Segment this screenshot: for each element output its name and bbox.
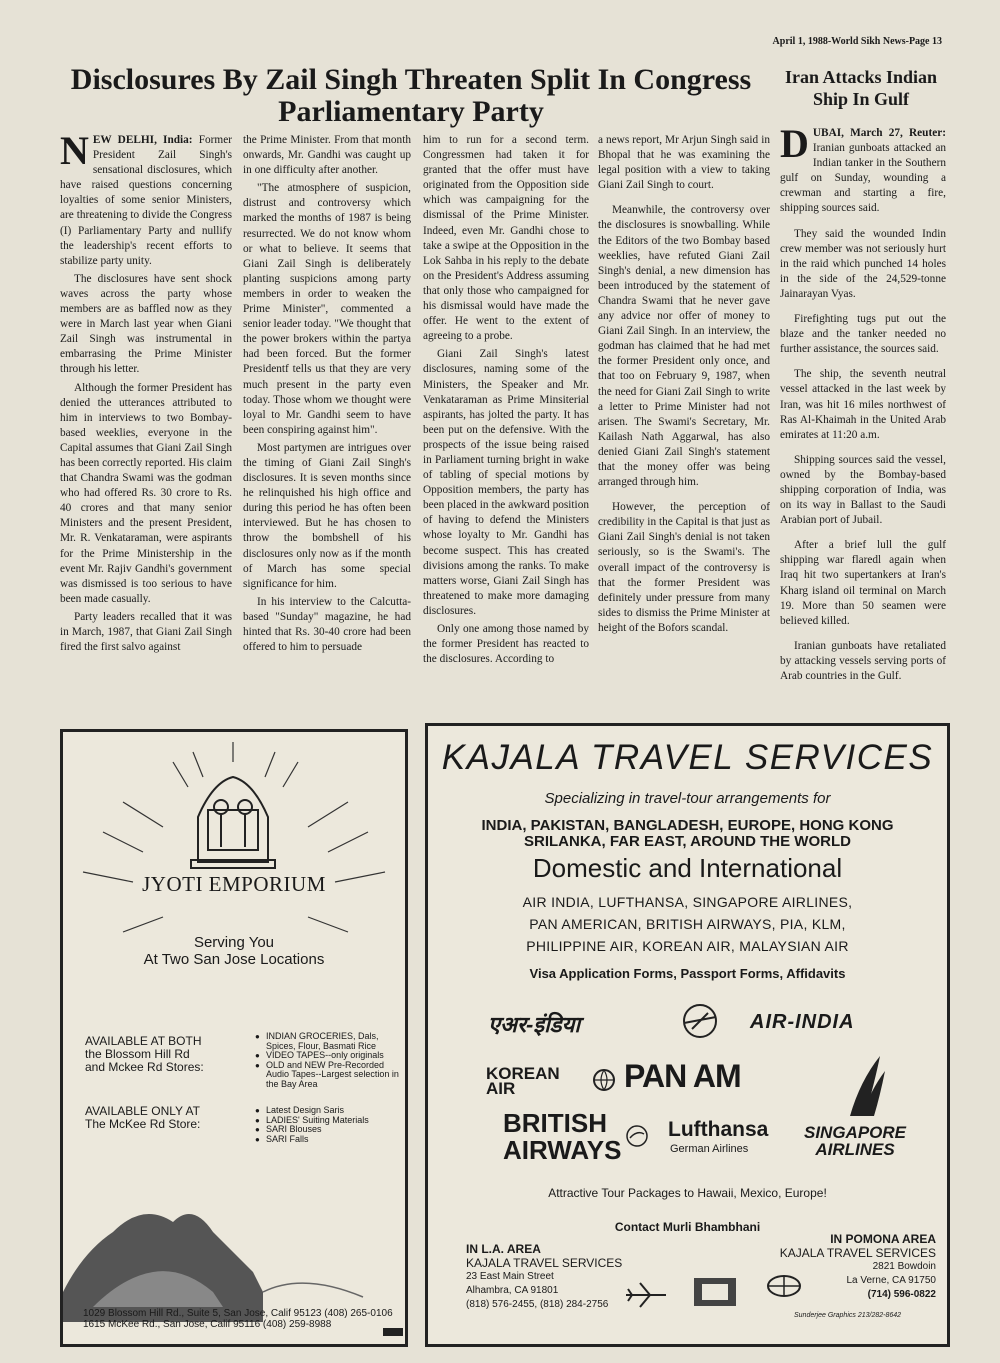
pomona-area-block bbox=[764, 1232, 936, 1302]
pomona-line: 2821 Bowdoin bbox=[872, 1261, 936, 1272]
mckee-heading bbox=[85, 1105, 245, 1131]
destinations-line: SRILANKA, FAR EAST, AROUND THE WORLD bbox=[524, 833, 851, 850]
la-line: (818) 576-2455, (818) 284-2756 bbox=[466, 1299, 609, 1310]
jyoti-title: JYOTI EMPORIUM bbox=[142, 872, 326, 896]
pomona-line: La Verne, CA 91750 bbox=[846, 1275, 936, 1286]
dropcap: N bbox=[60, 133, 89, 173]
mckee-list bbox=[255, 1106, 405, 1144]
lufthansa-logo: Lufthansa bbox=[668, 1118, 769, 1141]
article-paragraph: a news report, Mr Arjun Singh said in Bhopal that he was examining the legal position with a view to taking Giani Zail Singh to court. bbox=[598, 134, 770, 192]
singapore-bird-icon bbox=[840, 1051, 890, 1121]
pomona-line: KAJALA TRAVEL SERVICES bbox=[779, 1246, 936, 1260]
list-item: ● VIDEO TAPES--only originals bbox=[255, 1051, 405, 1061]
serving-line-2: At Two San Jose Locations bbox=[143, 951, 325, 968]
heading-line: the Blossom Hill Rd bbox=[85, 1047, 190, 1061]
jyoti-emporium-ad bbox=[60, 729, 408, 1347]
kajala-tour: Attractive Tour Packages to Hawaii, Mexico, Europe! bbox=[548, 1186, 827, 1200]
list-item: ● Latest Design Saris bbox=[255, 1106, 405, 1116]
korean-line: AIR bbox=[486, 1079, 516, 1098]
kajala-domestic: Domestic and International bbox=[532, 853, 843, 883]
la-line: 23 East Main Street bbox=[466, 1271, 554, 1282]
article-paragraph: Meanwhile, the controversy over the disclosures is snowballing. While the Editors of the two Bombay based weeklies, have refuted Giani Zail Singh's denial, a new dimension has been introduced by the statement of Chandra Swami that he never gave any advice nor offer of money to Giani Zail Singh. In an interview, the godman has claimed that he had met the former President only once, and that too on February 9, 1987, when the need for Giani Zail Singh to write a letter to Prime Minister had not arisen. The Swami's Secretary, Mr. Kailash Nath Aggarwal, has also denied Giani Zail Singh's statement that the money offer was being arranged through him. bbox=[598, 204, 770, 489]
main-headline: Disclosures By Zail Singh Threaten Split In Congress Parliamentary Party bbox=[70, 63, 752, 128]
airlines-line: PHILIPPINE AIR, KOREAN AIR, MALAYSIAN AIR bbox=[526, 938, 849, 954]
article-paragraph: The disclosures have sent shock waves across the party whose members are as baffled now as they were in March last year when Giani Zail Singh was instrumental in embarrasing the Prime Minister through his letter. bbox=[60, 272, 232, 376]
article-paragraph: Although the former President has denied the utterances attributed to him in interviews to two Bombay-based weeklies, everyone in the Capital assumes that Giani Zail Singh has been correctly reported. His claim that Chandra Swami was the godman who had offered Rs. 30 crore to Rs. 40 crores and that many senior Ministers and the present President, Mr. R. Venkataraman, were aspirants for the Prime Ministership in the event Mr. Rajiv Gandhi's government was dismissed is too serious to have been made casually. bbox=[60, 381, 232, 605]
lufthansa-sub: German Airlines bbox=[670, 1143, 749, 1155]
article-paragraph: Party leaders recalled that it was in March, 1987, that Giani Zail Singh fired the first salvo against bbox=[60, 610, 232, 654]
jyoti-addresses bbox=[83, 1308, 393, 1330]
kajala-visa: Visa Application Forms, Passport Forms, Affidavits bbox=[529, 966, 846, 981]
article-column-1 bbox=[60, 133, 232, 718]
both-stores-heading bbox=[85, 1035, 245, 1074]
article-column-4 bbox=[598, 133, 770, 718]
list-item: ● OLD and NEW Pre-Recorded Audio Tapes--Largest selection in the Bay Area bbox=[255, 1061, 405, 1090]
la-area-block bbox=[466, 1242, 622, 1312]
lufthansa-crane-icon bbox=[625, 1124, 649, 1148]
article-paragraph: him to run for a second term. Congressmen had taken it for granted that the offer must have originated from the Opposition side which was campaigning for the dismissal of the Prime Minister. Indeed, even Mr. Gandhi chose to take a swipe at the Opposition in the Lok Sahba in his reply to the debate on the President's Address assuming that only those who campaigned for his dismissal would have made the offer. He went to the extent of agreeing to a probe. bbox=[423, 134, 589, 343]
heading-line: and Mckee Rd Stores: bbox=[85, 1060, 204, 1074]
article-paragraph: Only one among those named by the former President has reacted to the disclosures. According to bbox=[423, 623, 589, 666]
british-airways-logo bbox=[503, 1110, 622, 1164]
article-paragraph: Shipping sources said the vessel, owned by the Bombay-based shipping corporation of India, was on its way in Ballast to the Saudi Arabian port of Jubail. bbox=[780, 453, 946, 527]
article-paragraph: "The atmosphere of suspicion, distrust and controversy which marked the months of 1987 is being resurrected. We do not know whom or what to believe. It seems that Giani Zail Singh is deliberately planting suspicions among party members in order to weaken the Prime Minister", commented a senior leader today. "We thought that the power brokers within the partya had been forced. But the former Presidentf tells us that they are very much present in the party even today. Those whom we thought were loyal to Mr. Gandhi seem to have been conspiring against him". bbox=[243, 182, 411, 436]
article-column-2 bbox=[243, 133, 411, 718]
kajala-subtitle: Specializing in travel-tour arrangements for bbox=[544, 790, 831, 807]
serving-line-1: Serving You bbox=[193, 934, 275, 951]
article-paragraph: Most partymen are intrigues over the timing of Giani Zail Singh's disclosures. It is seven months since he relinquished his high office and during this period he has often been interviewed. But he has chosen to throw the bombshell of his disclosures only now as if the month of March has some special significance for him. bbox=[243, 441, 411, 590]
article-paragraph: Former President Zail Singh's sensational disclosures, which have raised questions concerning loyalties of some senior Ministers, are threatening to divide the Congress (I) Parliamentary Party and nullify the leadership's recent efforts to stabilize party unity. bbox=[60, 134, 232, 267]
pan-am-logo: PAN AM bbox=[624, 1058, 741, 1094]
la-line: KAJALA TRAVEL SERVICES bbox=[466, 1256, 623, 1270]
airlines-line: AIR INDIA, LUFTHANSA, SINGAPORE AIRLINES, bbox=[522, 894, 853, 910]
kajala-airlines bbox=[428, 891, 947, 957]
korean-air-logo bbox=[486, 1066, 560, 1096]
article-paragraph: the Prime Minister. From that month onwards, Mr. Gandhi was caught up in one difficulty after another. bbox=[243, 134, 411, 177]
side-headline: Iran Attacks Indian Ship In Gulf bbox=[784, 67, 938, 109]
article-paragraph: In his interview to the Calcutta-based "Sunday" magazine, he had hinted that Rs. 30-40 crore had been offered to him to persuade bbox=[243, 595, 411, 654]
kajala-contact: Contact Murli Bhambhani bbox=[614, 1220, 761, 1234]
kajala-destinations bbox=[428, 818, 947, 850]
pomona-heading: IN POMONA AREA bbox=[830, 1232, 936, 1246]
destinations-line: INDIA, PAKISTAN, BANGLADESH, EUROPE, HONG KONG bbox=[481, 817, 894, 834]
british-line: AIRWAYS bbox=[503, 1135, 622, 1165]
article-column-3 bbox=[423, 133, 589, 718]
address-line: 1029 Blossom Hill Rd., Suite 5, San Jose, Calif 95123 (408) 265-0106 bbox=[83, 1308, 393, 1319]
address-line: 1615 McKee Rd., San Jose, Calif 95116 (408) 259-8988 bbox=[83, 1319, 332, 1330]
korean-line: KOREAN bbox=[486, 1064, 560, 1083]
page-dateline: April 1, 1988-World Sikh News-Page 13 bbox=[772, 36, 942, 47]
article-dateline: EW DELHI, India: bbox=[92, 134, 193, 146]
temple-icon bbox=[191, 777, 275, 868]
list-item: ● LADIES' Suiting Materials bbox=[255, 1116, 405, 1126]
singapore-airlines-logo bbox=[804, 1124, 906, 1158]
jyoti-serving bbox=[63, 934, 405, 968]
pomona-line: (714) 596-0822 bbox=[867, 1289, 936, 1300]
article-paragraph: Giani Zail Singh's latest disclosures, naming some of the Ministers, the Speaker and Mr. Venkataraman as Prime Minsiterial aspirants, has jolted the party. It has been put on the defensive. With the prospects of the issue being raised in Parliament turning bright in wake of tabling of special motions by Opposition members, the party has been placed in the awkward position of having to defend the Ministers whose loyalty to Mr. Gandhi has become suspect. This has created divisions among the ranks. To make matters worse, Giani Zail Singh has threatened to make more damaging disclosures. bbox=[423, 348, 589, 617]
article-paragraph: They said the wounded Indin crew member was not seriously hurt in the raid which punched 14 holes in the side of the 24,529-tonne Jainarayan Vyas. bbox=[780, 227, 946, 300]
jyoti-emblem-icon bbox=[690, 1274, 740, 1310]
side-article-column bbox=[780, 126, 946, 711]
heading-line: AVAILABLE ONLY AT bbox=[85, 1104, 200, 1118]
article-dateline: UBAI, March 27, Reuter: bbox=[812, 127, 946, 139]
heading-line: AVAILABLE AT BOTH bbox=[85, 1034, 202, 1048]
kajala-credit: Sunderjee Graphics 213/282-8642 bbox=[794, 1312, 902, 1319]
article-paragraph: Iranian gunboats attacked an Indian tanker in the Southern gulf on Sunday, wounding a crewman and starting a fire, shipping sources said. bbox=[780, 142, 946, 215]
airlines-line: PAN AMERICAN, BRITISH AIRWAYS, PIA, KLM, bbox=[529, 916, 846, 932]
air-india-hindi-logo: एअर-इंडिया bbox=[488, 1012, 581, 1037]
singapore-line: AIRLINES bbox=[815, 1140, 895, 1159]
la-heading: IN L.A. AREA bbox=[466, 1242, 541, 1256]
dropcap: D bbox=[780, 126, 809, 166]
singapore-line: SINGAPORE bbox=[804, 1123, 907, 1142]
airplane-icon bbox=[624, 1280, 668, 1310]
heading-line: The McKee Rd Store: bbox=[85, 1117, 201, 1131]
article-paragraph: Firefighting tugs put out the blaze and the tanker needed no further assistance, the sources said. bbox=[780, 313, 946, 356]
article-paragraph: After a brief lull the gulf shipping war flaredl again when Iraq hit two supertankers at Iran's Kharg island oil terminal on March 19. More than 50 seamen were believed killed. bbox=[780, 539, 946, 627]
kajala-title: KAJALA TRAVEL SERVICES bbox=[441, 738, 934, 777]
both-stores-list bbox=[255, 1032, 405, 1089]
list-item: ● INDIAN GROCERIES, Dals, Spices, Flour, Basmati Rice bbox=[255, 1032, 405, 1051]
article-paragraph: The ship, the seventh neutral vessel attacked in the last week by Iran, was hit 16 miles northwest of Ras Al-Khaimah in the United Arab emirates at 11:20 a.m. bbox=[780, 368, 946, 441]
centaur-icon bbox=[678, 1003, 722, 1039]
pan-am-globe-icon bbox=[592, 1068, 616, 1092]
british-line: BRITISH bbox=[503, 1108, 607, 1138]
air-india-logo: AIR-INDIA bbox=[750, 1011, 855, 1033]
article-paragraph: However, the perception of credibility in the Capital is that just as Giani Zail Singh's denial is not taken seriously, so is the Swami's. The overall impact of the controversy is that the former President was definitely under pressure from many sides to dismiss the Prime Minister at height of the Bofors scandal. bbox=[598, 501, 770, 634]
article-paragraph: Iranian gunboats have retaliated by attacking vessels serving ports of Arab countries in the Gulf. bbox=[780, 639, 946, 682]
list-item: ● SARI Blouses bbox=[255, 1125, 405, 1135]
la-line: Alhambra, CA 91801 bbox=[466, 1285, 559, 1296]
kajala-travel-ad bbox=[425, 723, 950, 1347]
list-item: ● SARI Falls bbox=[255, 1135, 405, 1145]
